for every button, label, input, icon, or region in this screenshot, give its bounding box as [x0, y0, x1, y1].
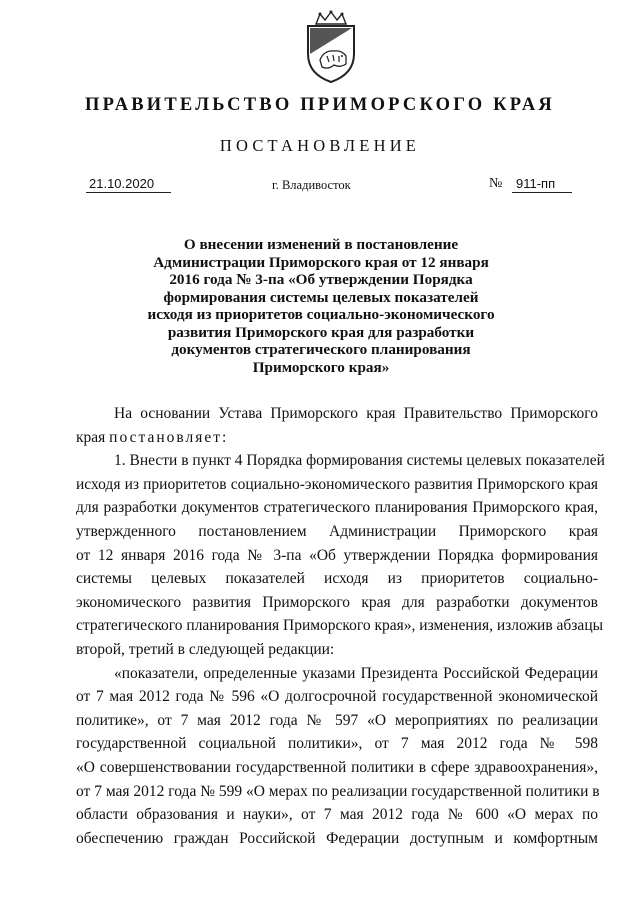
government-title: ПРАВИТЕЛЬСТВО ПРИМОРСКОГО КРАЯ — [84, 95, 555, 115]
body-line: «О совершенствовании государственной политики в сфере здравоохранения», — [76, 758, 598, 776]
body-line — [76, 426, 598, 450]
subject-line: О внесении изменений в постановление — [183, 236, 459, 253]
body-text: края — [76, 428, 106, 446]
resolution-word: постановляет: — [109, 428, 229, 446]
subject-line: документов стратегического планирования — [171, 341, 471, 358]
subject-line: 2016 года № 3-па «Об утверждении Порядка — [169, 271, 473, 288]
number-sign: № — [489, 176, 503, 191]
body-line: экономического развития Приморского края для разработки документов — [76, 593, 598, 611]
document-body — [76, 402, 605, 850]
body-line: утвержденного постановлением Администрации Приморского края — [76, 522, 598, 540]
body-line: обеспечению граждан Российской Федерации доступным и комфортным — [76, 829, 598, 847]
body-line: политике», от 7 мая 2012 года № 597 «О мероприятиях по реализации — [76, 711, 598, 729]
body-line: области образования и науки», от 7 мая 2012 года № 600 «О мерах по — [76, 806, 598, 824]
subject-line: развития Приморского края для разработки — [167, 323, 475, 341]
body-line: от 7 мая 2012 года № 596 «О долгосрочной государственной экономической — [76, 688, 598, 706]
body-line: для разработки документов стратегического планирования Приморского края, — [76, 499, 598, 517]
subject-line: формирования системы целевых показателей — [163, 288, 479, 306]
document-date: 21.10.2020 — [86, 176, 171, 193]
body-line: исходя из приоритетов социально-экономического развития Приморского края — [76, 475, 598, 493]
body-line: стратегического планирования Приморского края», изменения, изложив абзацы — [76, 617, 604, 635]
body-line: от 7 мая 2012 года № 599 «О мерах по реализации государственной политики в — [76, 782, 600, 800]
document-type: ПОСТАНОВЛЕНИЕ — [219, 136, 421, 155]
body-line: от 12 января 2016 года № 3-па «Об утверждении Порядка формирования — [76, 546, 598, 564]
subject-line: исходя из приоритетов социально-экономического — [147, 306, 495, 323]
body-line: 1. Внести в пункт 4 Порядка формирования системы целевых показателей — [114, 452, 605, 470]
subject-line: Администрации Приморского края от 12 января — [153, 253, 489, 271]
document-number: 911-пп — [512, 176, 572, 193]
body-line: второй, третий в следующей редакции: — [76, 640, 335, 658]
document-subject — [100, 236, 542, 376]
coat-of-arms-emblem — [300, 10, 362, 85]
body-line: На основании Устава Приморского края Правительство Приморского — [114, 405, 598, 422]
body-line: системы целевых показателей исходя из приоритетов социально- — [76, 570, 598, 588]
document-city: г. Владивосток — [272, 178, 351, 192]
body-line: государственной социальной политики», от 7 мая 2012 года № 598 — [76, 735, 598, 753]
body-line: «показатели, определенные указами Президента Российской Федерации — [114, 664, 598, 682]
subject-line: Приморского края» — [252, 358, 390, 376]
